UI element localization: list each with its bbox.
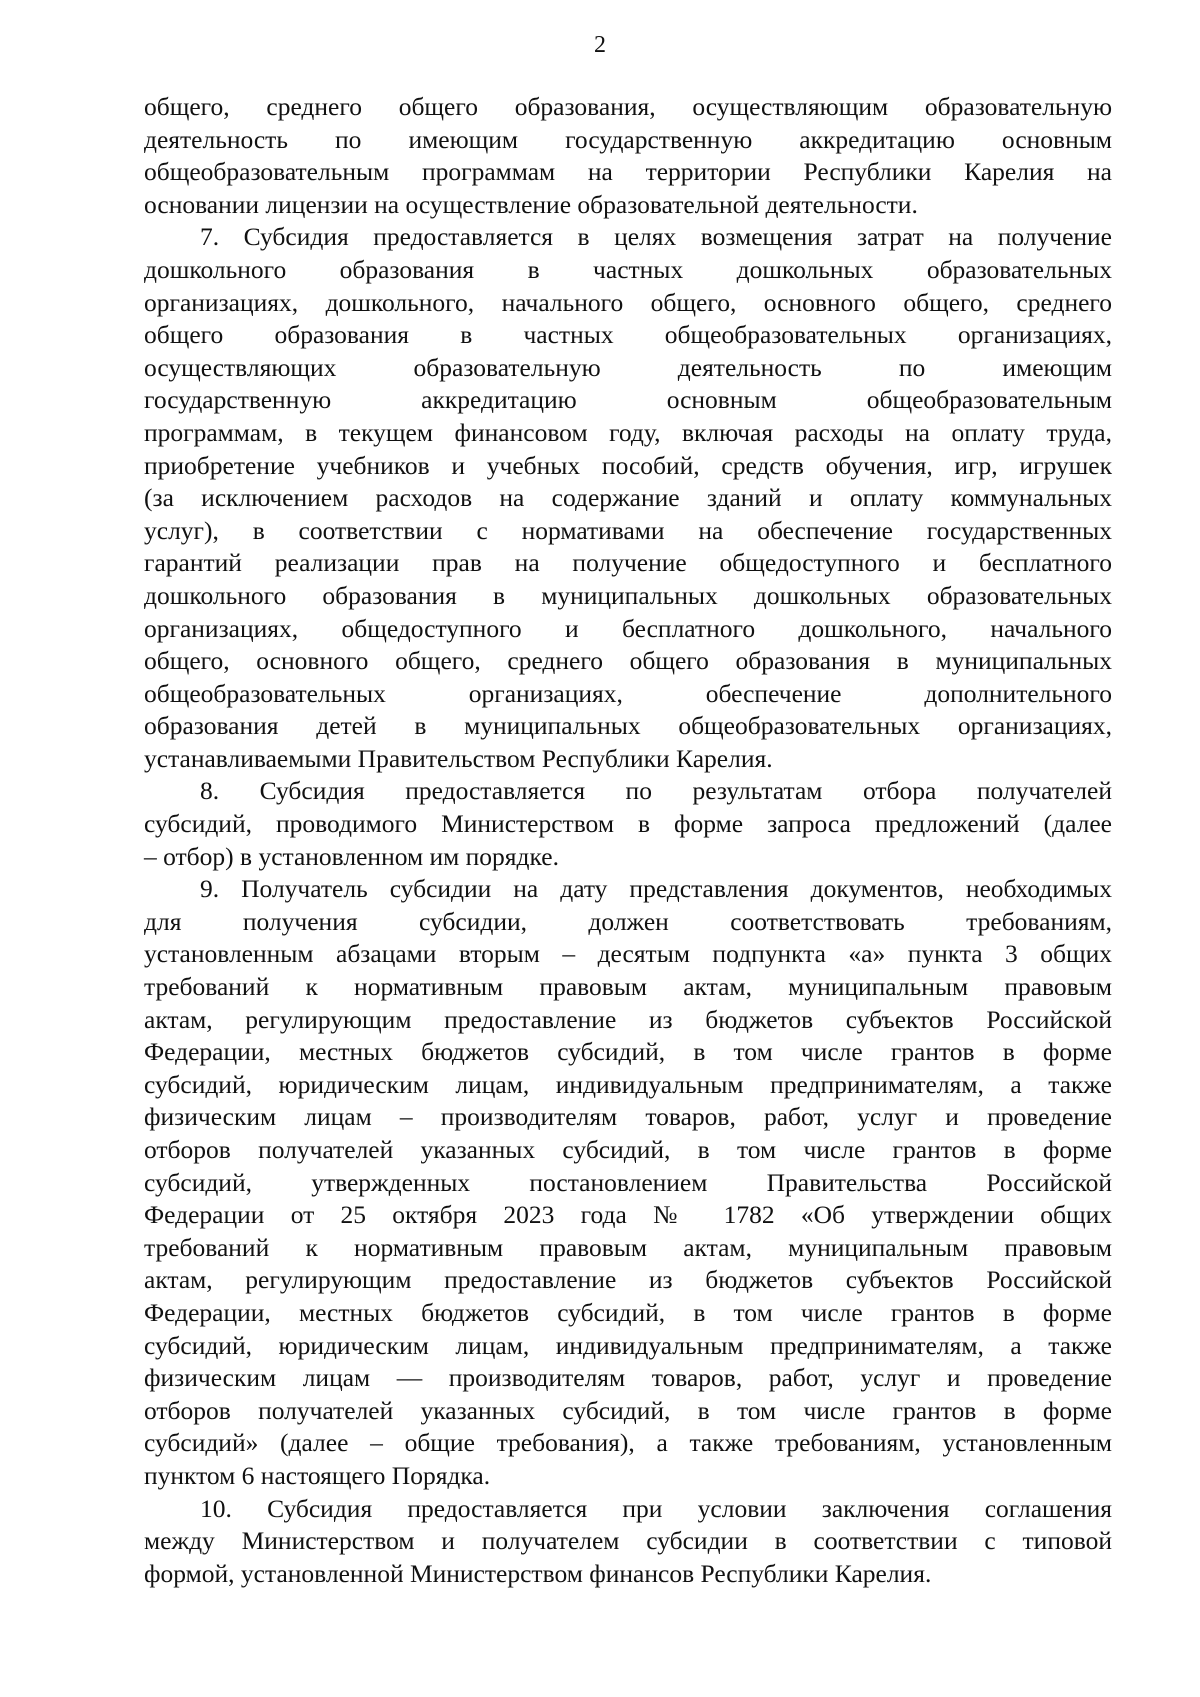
text-line: 7. Субсидия предоставляется в целях возмещения затрат на получение [200,222,1112,252]
text-line: осуществляющих образовательную деятельность по имеющим [144,352,1112,382]
text-line: актам, регулирующим предоставление из бюджетов субъектов Российской [144,1265,1112,1295]
text-line: образования детей в муниципальных общеобразовательных организациях, [144,711,1112,741]
text-line: приобретение учебников и учебных пособий, средств обучения, игр, игрушек [144,450,1112,480]
text-line: субсидий, юридическим лицам, индивидуальным предпринимателям, а также [144,1069,1112,1099]
text-line: субсидий, проводимого Министерством в форме запроса предложений (далее [144,809,1112,839]
text-line: физическим лицам — производителям товаров, работ, услуг и проведение [144,1363,1112,1393]
text-line: отборов получателей указанных субсидий, в том числе грантов в форме [144,1395,1112,1425]
text-line: (за исключением расходов на содержание зданий и оплату коммунальных [144,483,1112,513]
text-line: государственную аккредитацию основным общеобразовательным [144,385,1112,415]
text-line: основании лицензии на осуществление образовательной деятельности. [144,189,918,219]
text-line: субсидий» (далее – общие требования), а также требованиям, установленным [144,1428,1112,1458]
paragraph-9 [144,873,1112,1492]
text-line: субсидий, утвержденных постановлением Правительства Российской [144,1167,1112,1197]
text-line: пунктом 6 настоящего Порядка. [144,1460,491,1490]
paragraph-8 [144,775,1112,873]
text-line: устанавливаемыми Правительством Республики Карелия. [144,743,773,773]
text-line: отборов получателей указанных субсидий, в том числе грантов в форме [144,1135,1112,1164]
text-line: общего, среднего общего образования, осуществляющим образовательную [144,92,1112,121]
page-number: 2 [594,32,606,58]
paragraph-10 [144,1493,1112,1591]
text-line: между Министерством и получателем субсидии в соответствии с типовой [144,1526,1112,1556]
text-line: 8. Субсидия предоставляется по результатам отбора получателей [200,776,1112,806]
text-line: требований к нормативным правовым актам, муниципальным правовым [144,972,1112,1002]
text-line: программам, в текущем финансовом году, включая расходы на оплату труда, [144,417,1112,447]
text-line: общего, основного общего, среднего общего образования в муниципальных [144,646,1112,676]
text-line: организациях, дошкольного, начального общего, основного общего, среднего [144,287,1112,317]
paragraph-7 [144,221,1112,775]
text-line: 10. Субсидия предоставляется при условии заключения соглашения [200,1493,1112,1523]
text-line: требований к нормативным правовым актам, муниципальным правовым [144,1232,1112,1262]
text-line: общеобразовательным программам на территории Республики Карелия на [144,157,1112,187]
document-body [144,91,1112,1590]
text-line: гарантий реализации прав на получение общедоступного и бесплатного [144,548,1112,578]
text-line: для получения субсидии, должен соответствовать требованиям, [144,906,1112,936]
text-line: организациях, общедоступного и бесплатного дошкольного, начального [144,613,1112,643]
text-line: актам, регулирующим предоставление из бюджетов субъектов Российской [144,1004,1112,1034]
text-line: общеобразовательных организациях, обеспечение дополнительного [144,678,1112,708]
text-line: дошкольного образования в частных дошкольных образовательных [144,254,1112,284]
text-line: – отбор) в установленном им порядке. [144,841,559,871]
text-line: Федерации, местных бюджетов субсидий, в том числе грантов в форме [144,1297,1112,1327]
text-line: дошкольного образования в муниципальных дошкольных образовательных [144,580,1112,610]
text-line: Федерации от 25 октября 2023 года № 1782 «Об утверждении общих [144,1200,1112,1230]
text-line: субсидий, юридическим лицам, индивидуальным предпринимателям, а также [144,1330,1112,1360]
text-line: Федерации, местных бюджетов субсидий, в том числе грантов в форме [144,1037,1112,1067]
text-line: физическим лицам – производителям товаров, работ, услуг и проведение [144,1102,1112,1132]
text-line: 9. Получатель субсидии на дату представления документов, необходимых [200,874,1112,904]
text-line: формой, установленной Министерством финансов Республики Карелия. [144,1558,932,1588]
text-line: услуг), в соответствии с нормативами на обеспечение государственных [144,515,1112,545]
paragraph-continuation [144,91,1112,221]
text-line: общего образования в частных общеобразовательных организациях, [144,320,1112,350]
text-line: установленным абзацами вторым – десятым подпункта «а» пункта 3 общих [144,939,1112,969]
text-line: деятельность по имеющим государственную аккредитацию основным [144,124,1112,154]
